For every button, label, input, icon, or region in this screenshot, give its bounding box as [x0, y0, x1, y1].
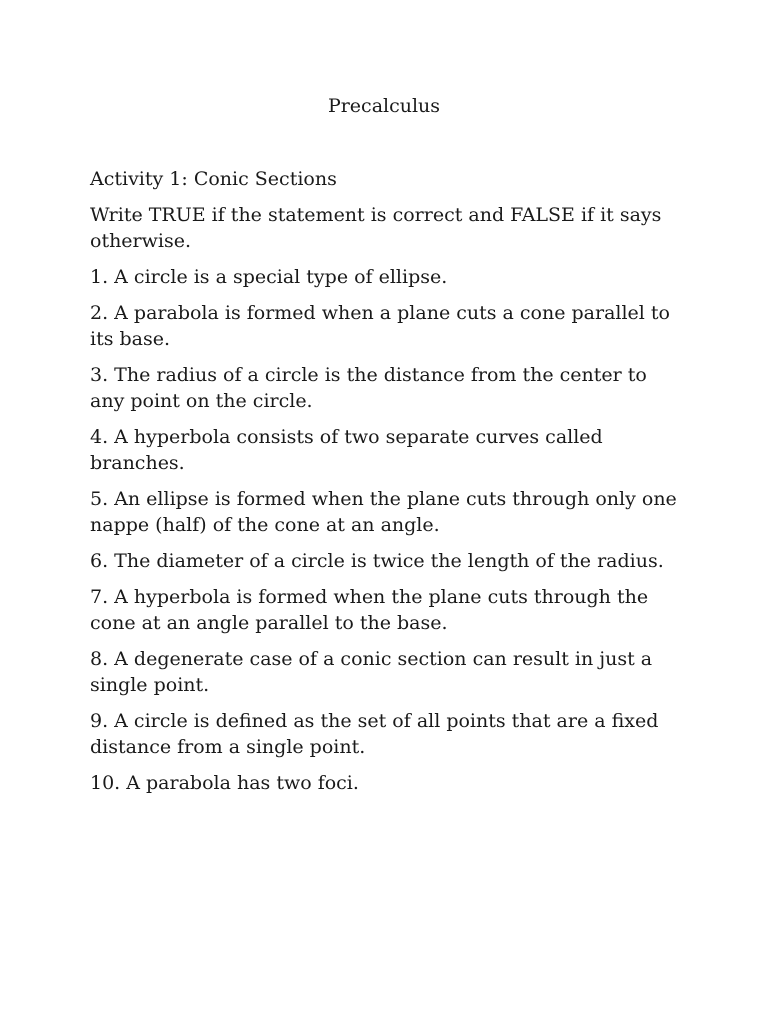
question-list — [90, 264, 680, 796]
question-item: 7. A hyperbola is formed when the plane cuts through the cone at an angle parallel to the base. — [90, 586, 649, 634]
activity-heading: Activity 1: Conic Sections — [90, 168, 337, 190]
question-item: 5. An ellipse is formed when the plane cuts through only one nappe (half) of the cone at an angle. — [90, 488, 677, 536]
question-item: 1. A circle is a special type of ellipse. — [90, 266, 448, 288]
question-item: 6. The diameter of a circle is twice the length of the radius. — [90, 550, 664, 572]
question-item: 8. A degenerate case of a conic section can result in just a single point. — [90, 648, 653, 696]
question-item: 4. A hyperbola consists of two separate curves called branches. — [90, 426, 603, 474]
document-content — [90, 166, 680, 806]
document-title: Precalculus — [327, 95, 441, 117]
instructions-text: Write TRUE if the statement is correct and FALSE if it says otherwise. — [90, 204, 662, 252]
question-item: 9. A circle is defined as the set of all points that are a fixed distance from a single point. — [90, 710, 659, 758]
question-item: 10. A parabola has two foci. — [90, 772, 359, 794]
question-item: 2. A parabola is formed when a plane cuts a cone parallel to its base. — [90, 302, 670, 350]
question-item: 3. The radius of a circle is the distance from the center to any point on the circle. — [90, 364, 647, 412]
